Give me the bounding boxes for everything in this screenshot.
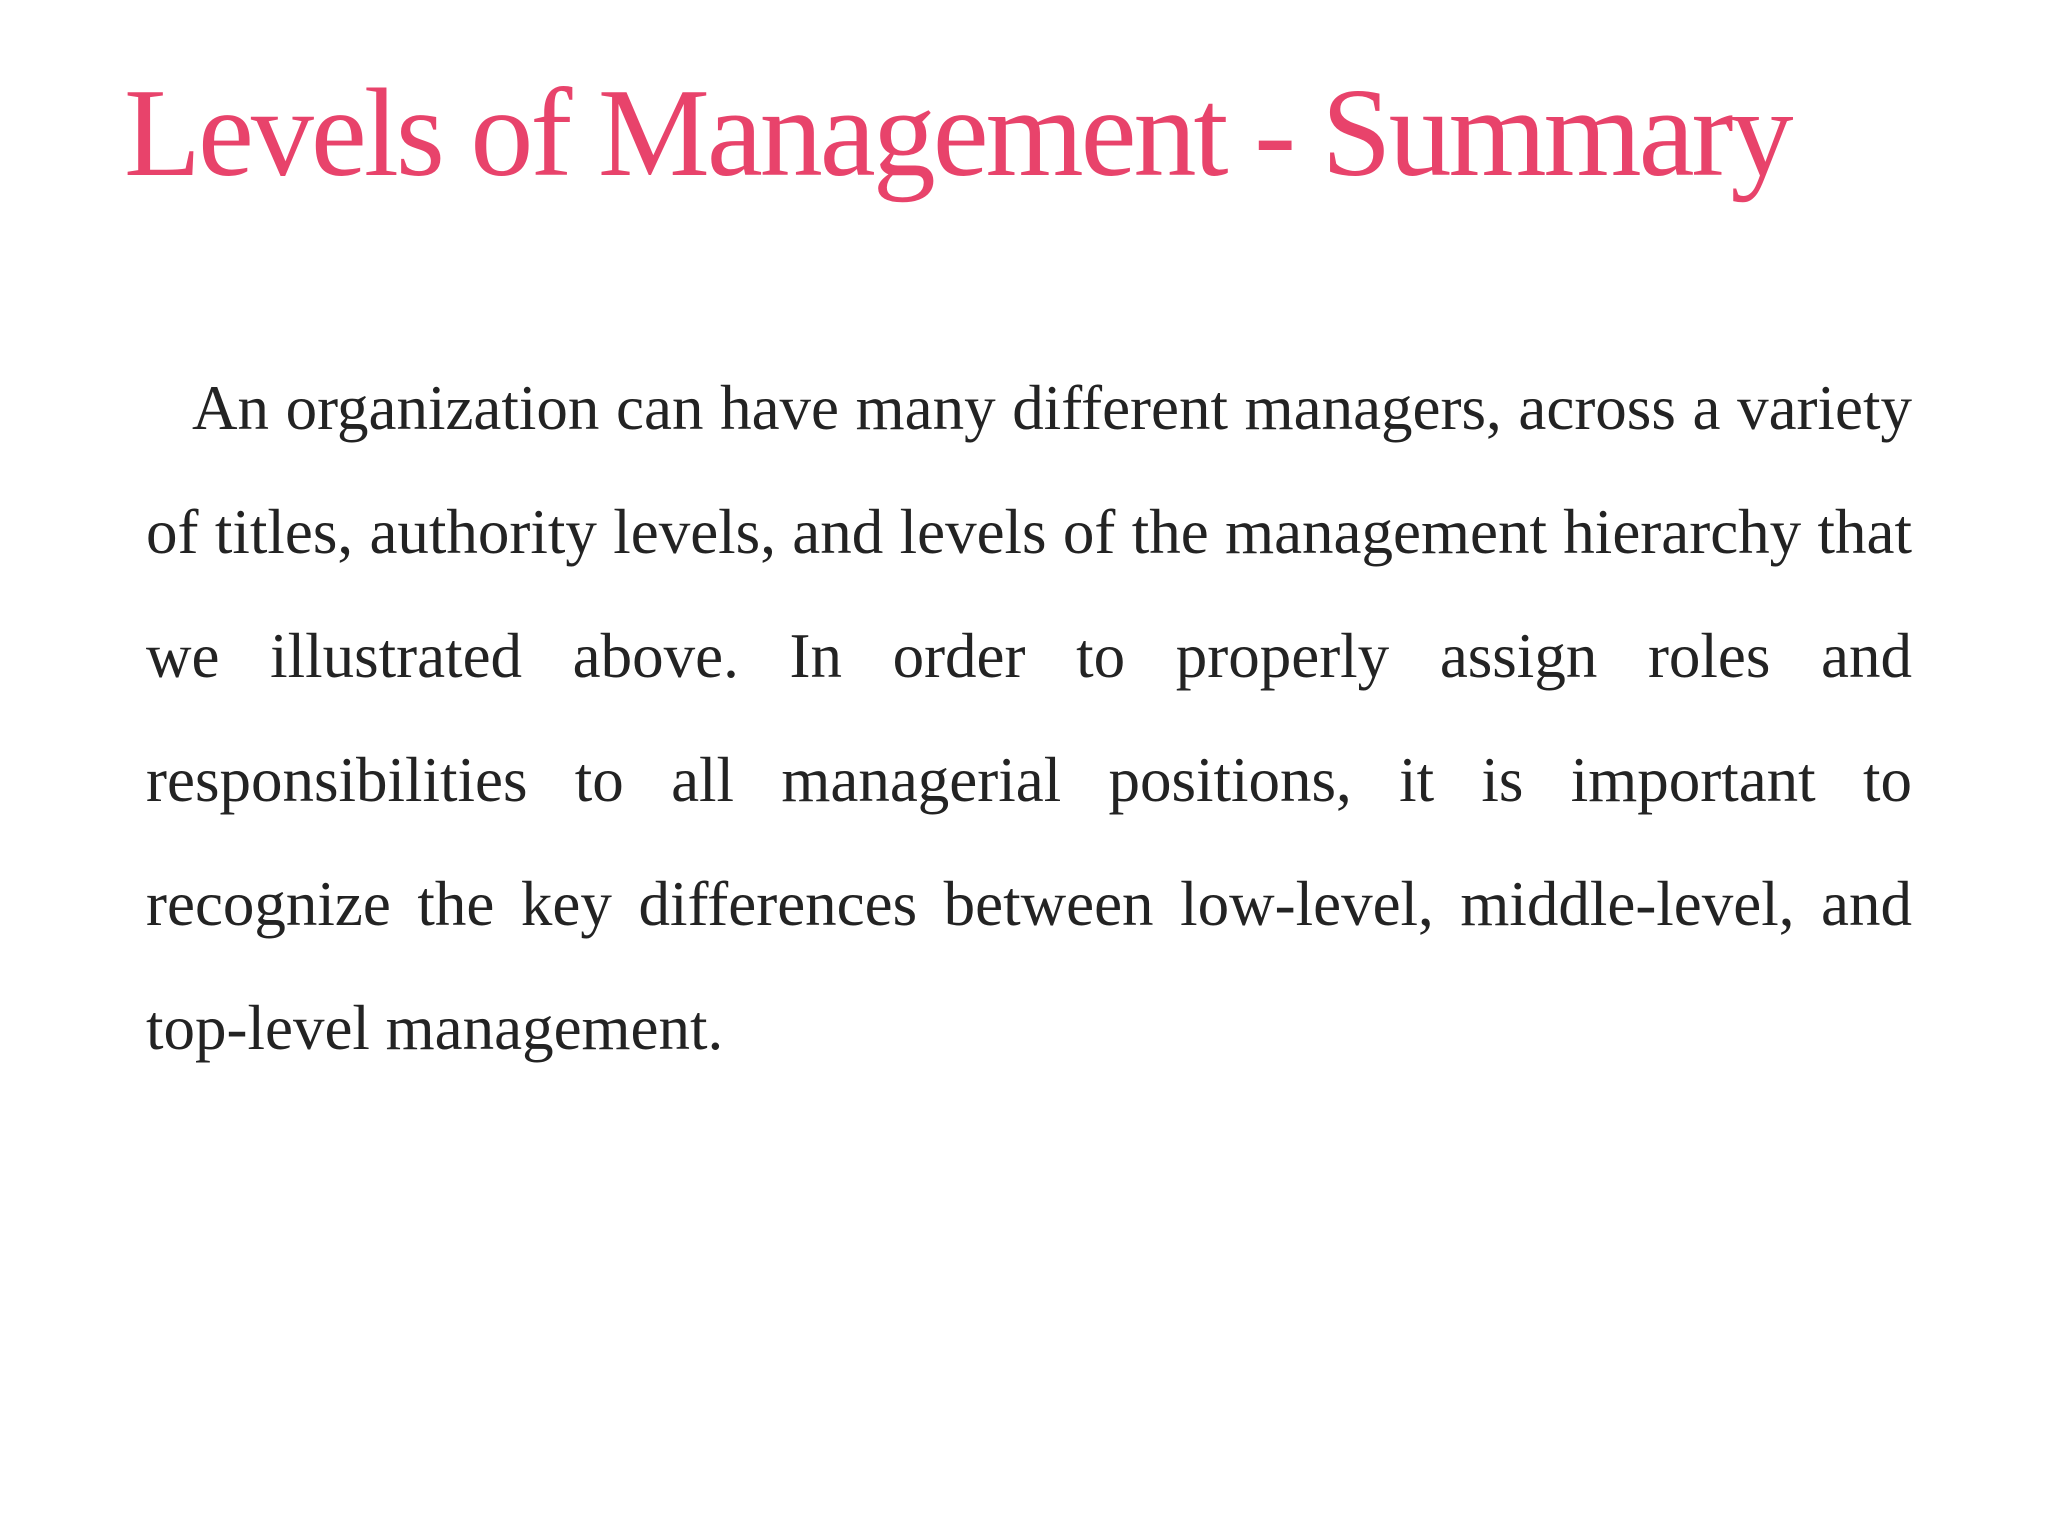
slide-title: Levels of Management - Summary	[124, 64, 1791, 203]
slide-body-paragraph: An organization can have many different managers, across a variety of titles, authority levels, and levels of the management hierarchy that we illustrated above. In order to properly assign roles and responsibilities to all managerial positions, it is important to recognize the key differences between low-level, middle-level, and top-level management.	[146, 373, 1912, 1063]
